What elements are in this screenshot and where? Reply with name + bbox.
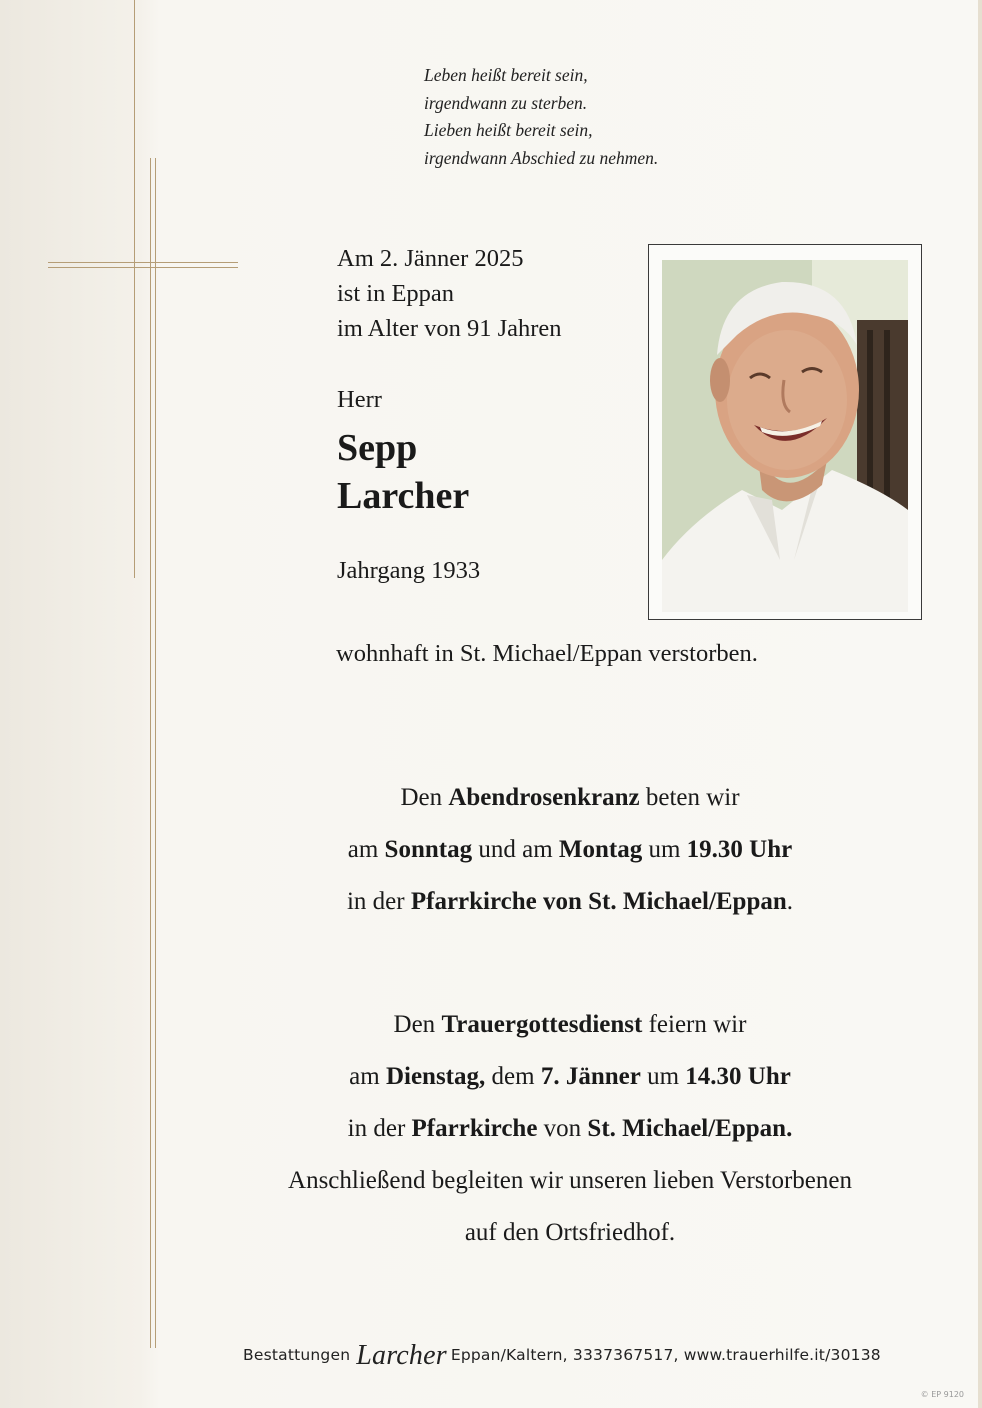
text: Den — [400, 784, 449, 811]
cross-horizontal-line-top — [48, 262, 238, 263]
funeral-line-4: Anschließend begleiten wir unseren lieben Verstorbenen — [288, 1167, 852, 1194]
funeral-line-2 — [220, 1051, 920, 1103]
portrait-illustration — [662, 260, 908, 612]
cross-vertical-line-right — [155, 158, 156, 1348]
poem-line: irgendwann zu sterben. — [424, 92, 588, 113]
salutation: Herr — [337, 386, 382, 413]
funeral-line-1 — [220, 999, 920, 1051]
text: und am — [472, 836, 559, 863]
funeral-line-5: auf den Ortsfriedhof. — [464, 1219, 676, 1246]
residence-line: wohnhaft in St. Michael/Eppan verstorben. — [336, 640, 758, 667]
first-name: Sepp — [337, 427, 418, 469]
death-place-line: ist in Eppan — [337, 280, 455, 307]
undertaker-footer — [243, 1340, 881, 1372]
rosary-title: Abendrosenkranz — [448, 784, 640, 811]
text: . — [786, 888, 794, 915]
last-name: Larcher — [337, 475, 470, 517]
poem-line: Leben heißt bereit sein, — [424, 65, 588, 85]
text: in der — [346, 888, 411, 915]
rosary-line-3 — [220, 876, 920, 928]
age-line: im Alter von 91 Jahren — [337, 315, 562, 342]
text: feiern wir — [642, 1011, 747, 1038]
funeral-announcement — [220, 999, 920, 1259]
footer-prefix: Bestattungen — [243, 1346, 351, 1364]
rosary-line-2 — [220, 824, 920, 876]
funeral-place: St. Michael/Eppan. — [587, 1115, 793, 1142]
text: dem — [485, 1063, 541, 1090]
funeral-time: 14.30 Uhr — [685, 1063, 791, 1090]
portrait-frame — [648, 244, 922, 620]
rosary-line-1 — [220, 772, 920, 824]
footer-contact: Eppan/Kaltern, 3337367517, www.trauerhilfe.it/30138 — [450, 1346, 881, 1364]
funeral-title: Trauergottesdienst — [441, 1011, 643, 1038]
text: am — [349, 1063, 386, 1090]
rosary-location: Pfarrkirche von St. Michael/Eppan — [410, 888, 787, 915]
funeral-church: Pfarrkirche — [411, 1115, 538, 1142]
rosary-day-1: Sonntag — [384, 836, 473, 863]
rosary-time: 19.30 Uhr — [686, 836, 793, 863]
text: von — [537, 1115, 588, 1142]
portrait-photo — [662, 260, 908, 612]
undertaker-logo: Larcher — [356, 1340, 447, 1371]
poem-line: irgendwann Abschied zu nehmen. — [424, 147, 659, 168]
text: Den — [393, 1011, 442, 1038]
death-announcement — [337, 241, 562, 346]
cross-vertical-line-center — [150, 158, 151, 1348]
rosary-announcement — [220, 772, 920, 928]
birth-year: Jahrgang 1933 — [337, 557, 481, 584]
text: um — [640, 1063, 686, 1090]
funeral-line-3 — [220, 1103, 920, 1155]
text: am — [347, 836, 385, 863]
rosary-day-2: Montag — [558, 836, 643, 863]
funeral-day: Dienstag, — [385, 1063, 486, 1090]
cross-vertical-line-left — [134, 0, 135, 578]
cross-horizontal-line-bottom — [48, 267, 238, 268]
text: um — [642, 836, 687, 863]
funeral-date: 7. Jänner — [540, 1063, 641, 1090]
deceased-name — [337, 424, 469, 520]
poem-line: Lieben heißt bereit sein, — [424, 120, 593, 140]
text: beten wir — [639, 784, 740, 811]
death-date-line: Am 2. Jänner 2025 — [337, 245, 524, 272]
text: in der — [347, 1115, 412, 1142]
poem — [424, 62, 658, 172]
document-code: © EP 9120 — [920, 1390, 964, 1399]
